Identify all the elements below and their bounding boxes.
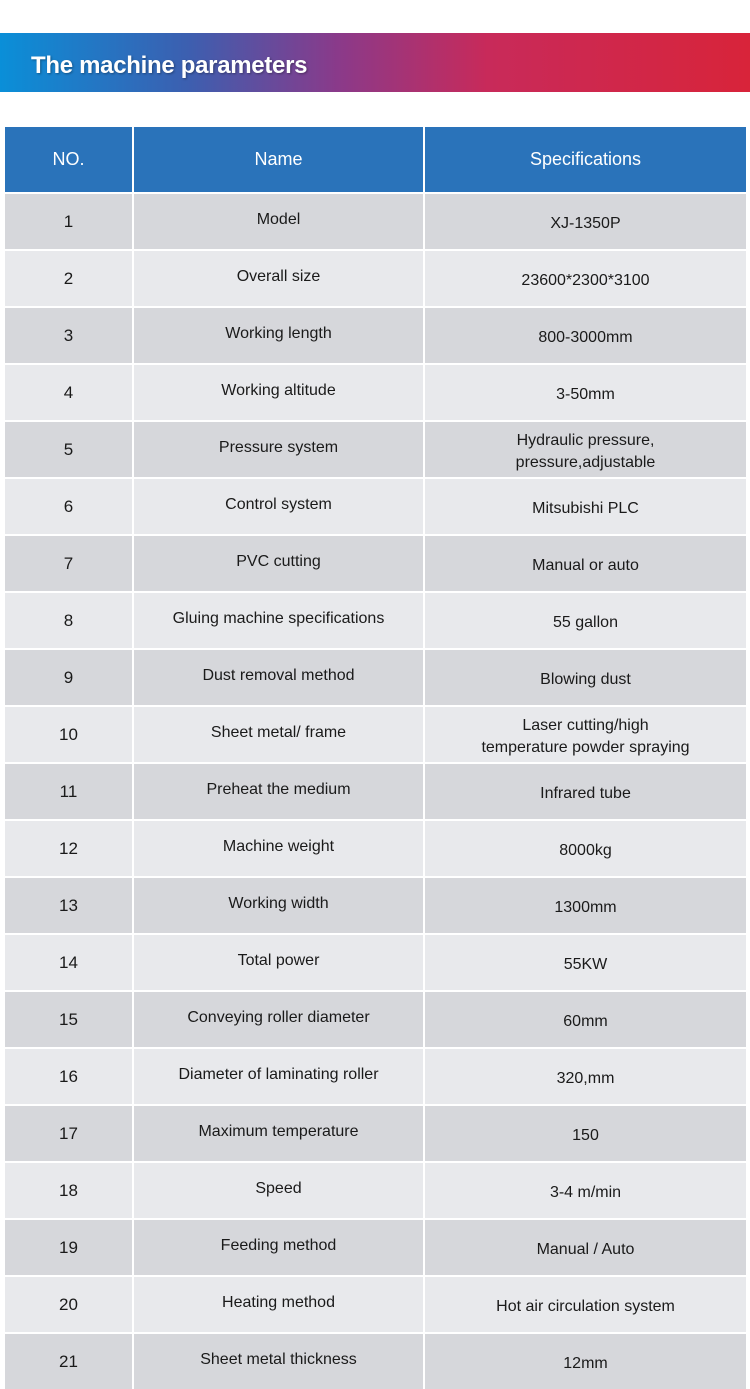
parameter-specification: 320,mm <box>424 1048 746 1105</box>
table-body <box>5 193 746 1389</box>
header-no: NO. <box>5 127 133 193</box>
table-row <box>5 706 746 763</box>
table-row <box>5 478 746 535</box>
table-row <box>5 877 746 934</box>
parameter-specification: 3-4 m/min <box>424 1162 746 1219</box>
parameter-specification: Laser cutting/high temperature powder spraying <box>424 706 746 763</box>
row-number: 6 <box>5 478 133 535</box>
row-number: 12 <box>5 820 133 877</box>
row-number: 16 <box>5 1048 133 1105</box>
parameter-specification: 800-3000mm <box>424 307 746 364</box>
parameter-specification: Infrared tube <box>424 763 746 820</box>
parameter-name: Speed <box>133 1162 424 1219</box>
parameter-name: Control system <box>133 478 424 535</box>
parameter-name: Overall size <box>133 250 424 307</box>
table-row <box>5 934 746 991</box>
table-header-row <box>5 127 746 193</box>
table-row <box>5 1162 746 1219</box>
table-row <box>5 1048 746 1105</box>
row-number: 1 <box>5 193 133 250</box>
row-number: 17 <box>5 1105 133 1162</box>
parameters-table <box>5 127 746 1389</box>
table-row <box>5 535 746 592</box>
parameter-specification: 150 <box>424 1105 746 1162</box>
parameter-name: Working length <box>133 307 424 364</box>
parameter-specification: 3-50mm <box>424 364 746 421</box>
parameter-specification: 60mm <box>424 991 746 1048</box>
parameter-name: Sheet metal/ frame <box>133 706 424 763</box>
row-number: 14 <box>5 934 133 991</box>
parameter-name: Working width <box>133 877 424 934</box>
header-name: Name <box>133 127 424 193</box>
parameter-name: Machine weight <box>133 820 424 877</box>
table-row <box>5 592 746 649</box>
parameter-name: Sheet metal thickness <box>133 1333 424 1389</box>
parameter-name: Heating method <box>133 1276 424 1333</box>
parameter-specification: 55 gallon <box>424 592 746 649</box>
row-number: 18 <box>5 1162 133 1219</box>
row-number: 2 <box>5 250 133 307</box>
table-row <box>5 307 746 364</box>
parameter-specification: Mitsubishi PLC <box>424 478 746 535</box>
table-row <box>5 820 746 877</box>
row-number: 3 <box>5 307 133 364</box>
table-row <box>5 250 746 307</box>
parameter-specification: 8000kg <box>424 820 746 877</box>
row-number: 7 <box>5 535 133 592</box>
parameter-specification: Manual or auto <box>424 535 746 592</box>
parameter-name: Conveying roller diameter <box>133 991 424 1048</box>
row-number: 5 <box>5 421 133 478</box>
parameter-specification: Manual / Auto <box>424 1219 746 1276</box>
table-row <box>5 1105 746 1162</box>
row-number: 13 <box>5 877 133 934</box>
page-title: The machine parameters <box>31 52 308 79</box>
table-row <box>5 1219 746 1276</box>
row-number: 20 <box>5 1276 133 1333</box>
parameter-name: Model <box>133 193 424 250</box>
parameter-specification: XJ-1350P <box>424 193 746 250</box>
table-row <box>5 364 746 421</box>
parameter-specification: 55KW <box>424 934 746 991</box>
row-number: 9 <box>5 649 133 706</box>
table-row <box>5 1333 746 1389</box>
table-row <box>5 193 746 250</box>
row-number: 4 <box>5 364 133 421</box>
header-specifications: Specifications <box>424 127 746 193</box>
table-row <box>5 763 746 820</box>
row-number: 21 <box>5 1333 133 1389</box>
parameter-specification: 23600*2300*3100 <box>424 250 746 307</box>
table-row <box>5 421 746 478</box>
row-number: 15 <box>5 991 133 1048</box>
parameter-name: Dust removal method <box>133 649 424 706</box>
table-row <box>5 649 746 706</box>
parameter-name: Diameter of laminating roller <box>133 1048 424 1105</box>
parameters-table-container <box>5 127 746 1389</box>
table-row <box>5 991 746 1048</box>
parameter-name: Pressure system <box>133 421 424 478</box>
parameter-name: Maximum temperature <box>133 1105 424 1162</box>
parameter-specification: 1300mm <box>424 877 746 934</box>
row-number: 19 <box>5 1219 133 1276</box>
parameter-name: Working altitude <box>133 364 424 421</box>
row-number: 8 <box>5 592 133 649</box>
parameter-name: Total power <box>133 934 424 991</box>
row-number: 11 <box>5 763 133 820</box>
title-banner <box>0 33 750 92</box>
row-number: 10 <box>5 706 133 763</box>
parameter-specification: 12mm <box>424 1333 746 1389</box>
parameter-name: Gluing machine specifications <box>133 592 424 649</box>
parameter-name: Preheat the medium <box>133 763 424 820</box>
parameter-specification: Hot air circulation system <box>424 1276 746 1333</box>
parameter-name: PVC cutting <box>133 535 424 592</box>
parameter-name: Feeding method <box>133 1219 424 1276</box>
parameter-specification: Blowing dust <box>424 649 746 706</box>
parameter-specification: Hydraulic pressure, pressure,adjustable <box>424 421 746 478</box>
